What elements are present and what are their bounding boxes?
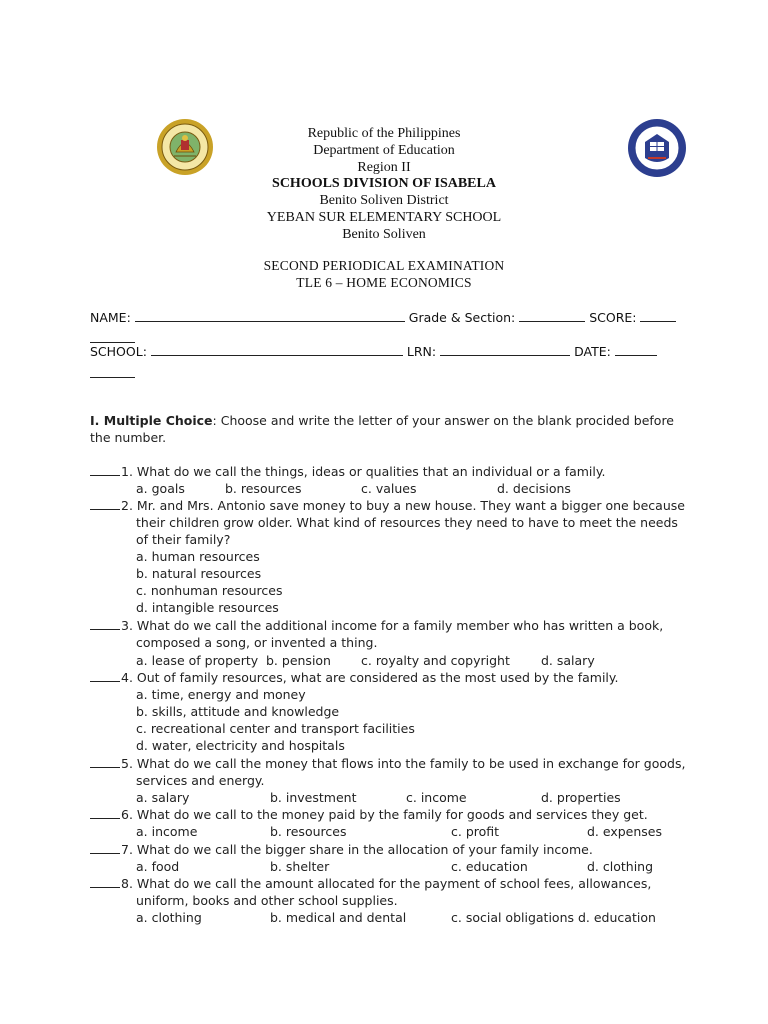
question-number: 4. [121, 670, 133, 685]
lrn-blank[interactable] [440, 343, 570, 356]
answer-blank-7[interactable] [90, 841, 120, 854]
option-b: b. resources [225, 481, 302, 496]
question-number: 1. [121, 464, 133, 479]
option-c: c. profit [451, 824, 500, 839]
option-b: b. pension [266, 653, 331, 668]
question-text: What do we call the money that flows into the family to be used in exchange for goods, [136, 756, 686, 771]
question-8 [90, 875, 651, 892]
question-text: What do we call to the money paid by the family for goods and services they get. [136, 807, 648, 822]
option-d: d. decisions [497, 481, 571, 496]
name-label: NAME: [90, 310, 131, 325]
option-b: b. resources [270, 824, 347, 839]
question-number: 3. [121, 618, 133, 633]
date-label: DATE: [574, 344, 611, 359]
question-text-continued: composed a song, or invented a thing. [136, 635, 378, 650]
option-a: a. food [136, 859, 180, 874]
option-d: d. expenses [587, 824, 663, 839]
option-c: c. social obligations d. education [451, 910, 656, 925]
option-c: c. education [451, 859, 528, 874]
question-1 [90, 463, 605, 480]
question-6 [90, 806, 648, 823]
exam-subtitle: TLE 6 – HOME ECONOMICS [296, 275, 472, 290]
answer-blank-5[interactable] [90, 755, 120, 768]
score-blank-continued[interactable] [90, 330, 135, 343]
grade-label: Grade & Section: [408, 310, 516, 325]
question-4 [90, 669, 618, 686]
question-text: What do we call the amount allocated for the payment of school fees, allowances, [136, 876, 652, 891]
option-c: c. recreational center and transport facilities [136, 721, 415, 736]
option-a: a. clothing [136, 910, 202, 925]
name-row [90, 309, 676, 325]
option-b: b. shelter [270, 859, 330, 874]
option-a: a. goals [136, 481, 185, 496]
option-c: c. values [361, 481, 417, 496]
header-division: SCHOOLS DIVISION OF ISABELA [272, 176, 496, 192]
question-number: 8. [121, 876, 133, 891]
question-text-continued: of their family? [136, 532, 231, 547]
answer-blank-3[interactable] [90, 617, 120, 630]
option-b: b. natural resources [136, 566, 262, 581]
answer-blank-4[interactable] [90, 669, 120, 682]
score-blank[interactable] [640, 309, 676, 322]
question-number: 2. [121, 498, 133, 513]
answer-blank-1[interactable] [90, 463, 120, 476]
school-row [90, 343, 657, 359]
instruction-text-2: the number. [90, 430, 167, 445]
option-c: c. royalty and copyright [361, 653, 510, 668]
question-text-continued: their children grow older. What kind of resources they need to have to meet the needs [136, 515, 678, 530]
option-a: a. time, energy and money [136, 687, 306, 702]
school-label: SCHOOL: [90, 344, 147, 359]
school-header [0, 126, 768, 244]
school-blank[interactable] [151, 343, 403, 356]
question-2 [90, 497, 685, 514]
exam-title-block [0, 257, 768, 291]
header-republic: Republic of the Philippines [307, 126, 461, 141]
question-text: What do we call the additional income for a family member who has written a book, [136, 618, 664, 633]
option-a: a. income [136, 824, 198, 839]
answer-blank-2[interactable] [90, 497, 120, 510]
lrn-label: LRN: [406, 344, 437, 359]
question-text: Mr. and Mrs. Antonio save money to buy a new house. They want a bigger one because [136, 498, 685, 513]
date-blank-continued[interactable] [90, 365, 135, 378]
option-d: d. salary [541, 653, 595, 668]
option-b: b. investment [270, 790, 357, 805]
option-b: b. skills, attitude and knowledge [136, 704, 340, 719]
option-d: d. properties [541, 790, 621, 805]
section-instruction [90, 412, 674, 429]
section-heading: I. Multiple Choice [90, 413, 213, 428]
option-a: a. salary [136, 790, 190, 805]
question-text: What do we call the things, ideas or qualities that an individual or a family. [136, 464, 606, 479]
header-region: Region II [357, 159, 411, 175]
answer-blank-6[interactable] [90, 806, 120, 819]
option-a: a. human resources [136, 549, 260, 564]
option-d: d. intangible resources [136, 600, 279, 615]
option-c: c. nonhuman resources [136, 583, 283, 598]
header-department: Department of Education [313, 142, 455, 158]
exam-title: SECOND PERIODICAL EXAMINATION [263, 258, 505, 273]
score-label: SCORE: [589, 310, 637, 325]
answer-blank-8[interactable] [90, 875, 120, 888]
question-text: Out of family resources, what are considered as the most used by the family. [136, 670, 619, 685]
question-3 [90, 617, 663, 634]
question-number: 5. [121, 756, 133, 771]
question-7 [90, 841, 593, 858]
grade-blank[interactable] [519, 309, 585, 322]
date-blank[interactable] [615, 343, 657, 356]
question-text-continued: services and energy. [136, 773, 265, 788]
option-d: d. water, electricity and hospitals [136, 738, 345, 753]
name-blank[interactable] [135, 309, 405, 322]
header-district: Benito Soliven District [319, 193, 449, 209]
option-a: a. lease of property [136, 653, 259, 668]
instruction-text-1: : Choose and write the letter of your answer on the blank procided before [212, 413, 674, 428]
option-d: d. clothing [587, 859, 654, 874]
question-number: 6. [121, 807, 133, 822]
option-c: c. income [406, 790, 467, 805]
question-5 [90, 755, 685, 772]
question-text: What do we call the bigger share in the allocation of your family income. [136, 842, 593, 857]
question-text-continued: uniform, books and other school supplies. [136, 893, 398, 908]
header-school: YEBAN SUR ELEMENTARY SCHOOL [266, 209, 502, 225]
header-municipality: Benito Soliven [342, 226, 426, 242]
question-number: 7. [121, 842, 133, 857]
option-b: b. medical and dental [270, 910, 407, 925]
